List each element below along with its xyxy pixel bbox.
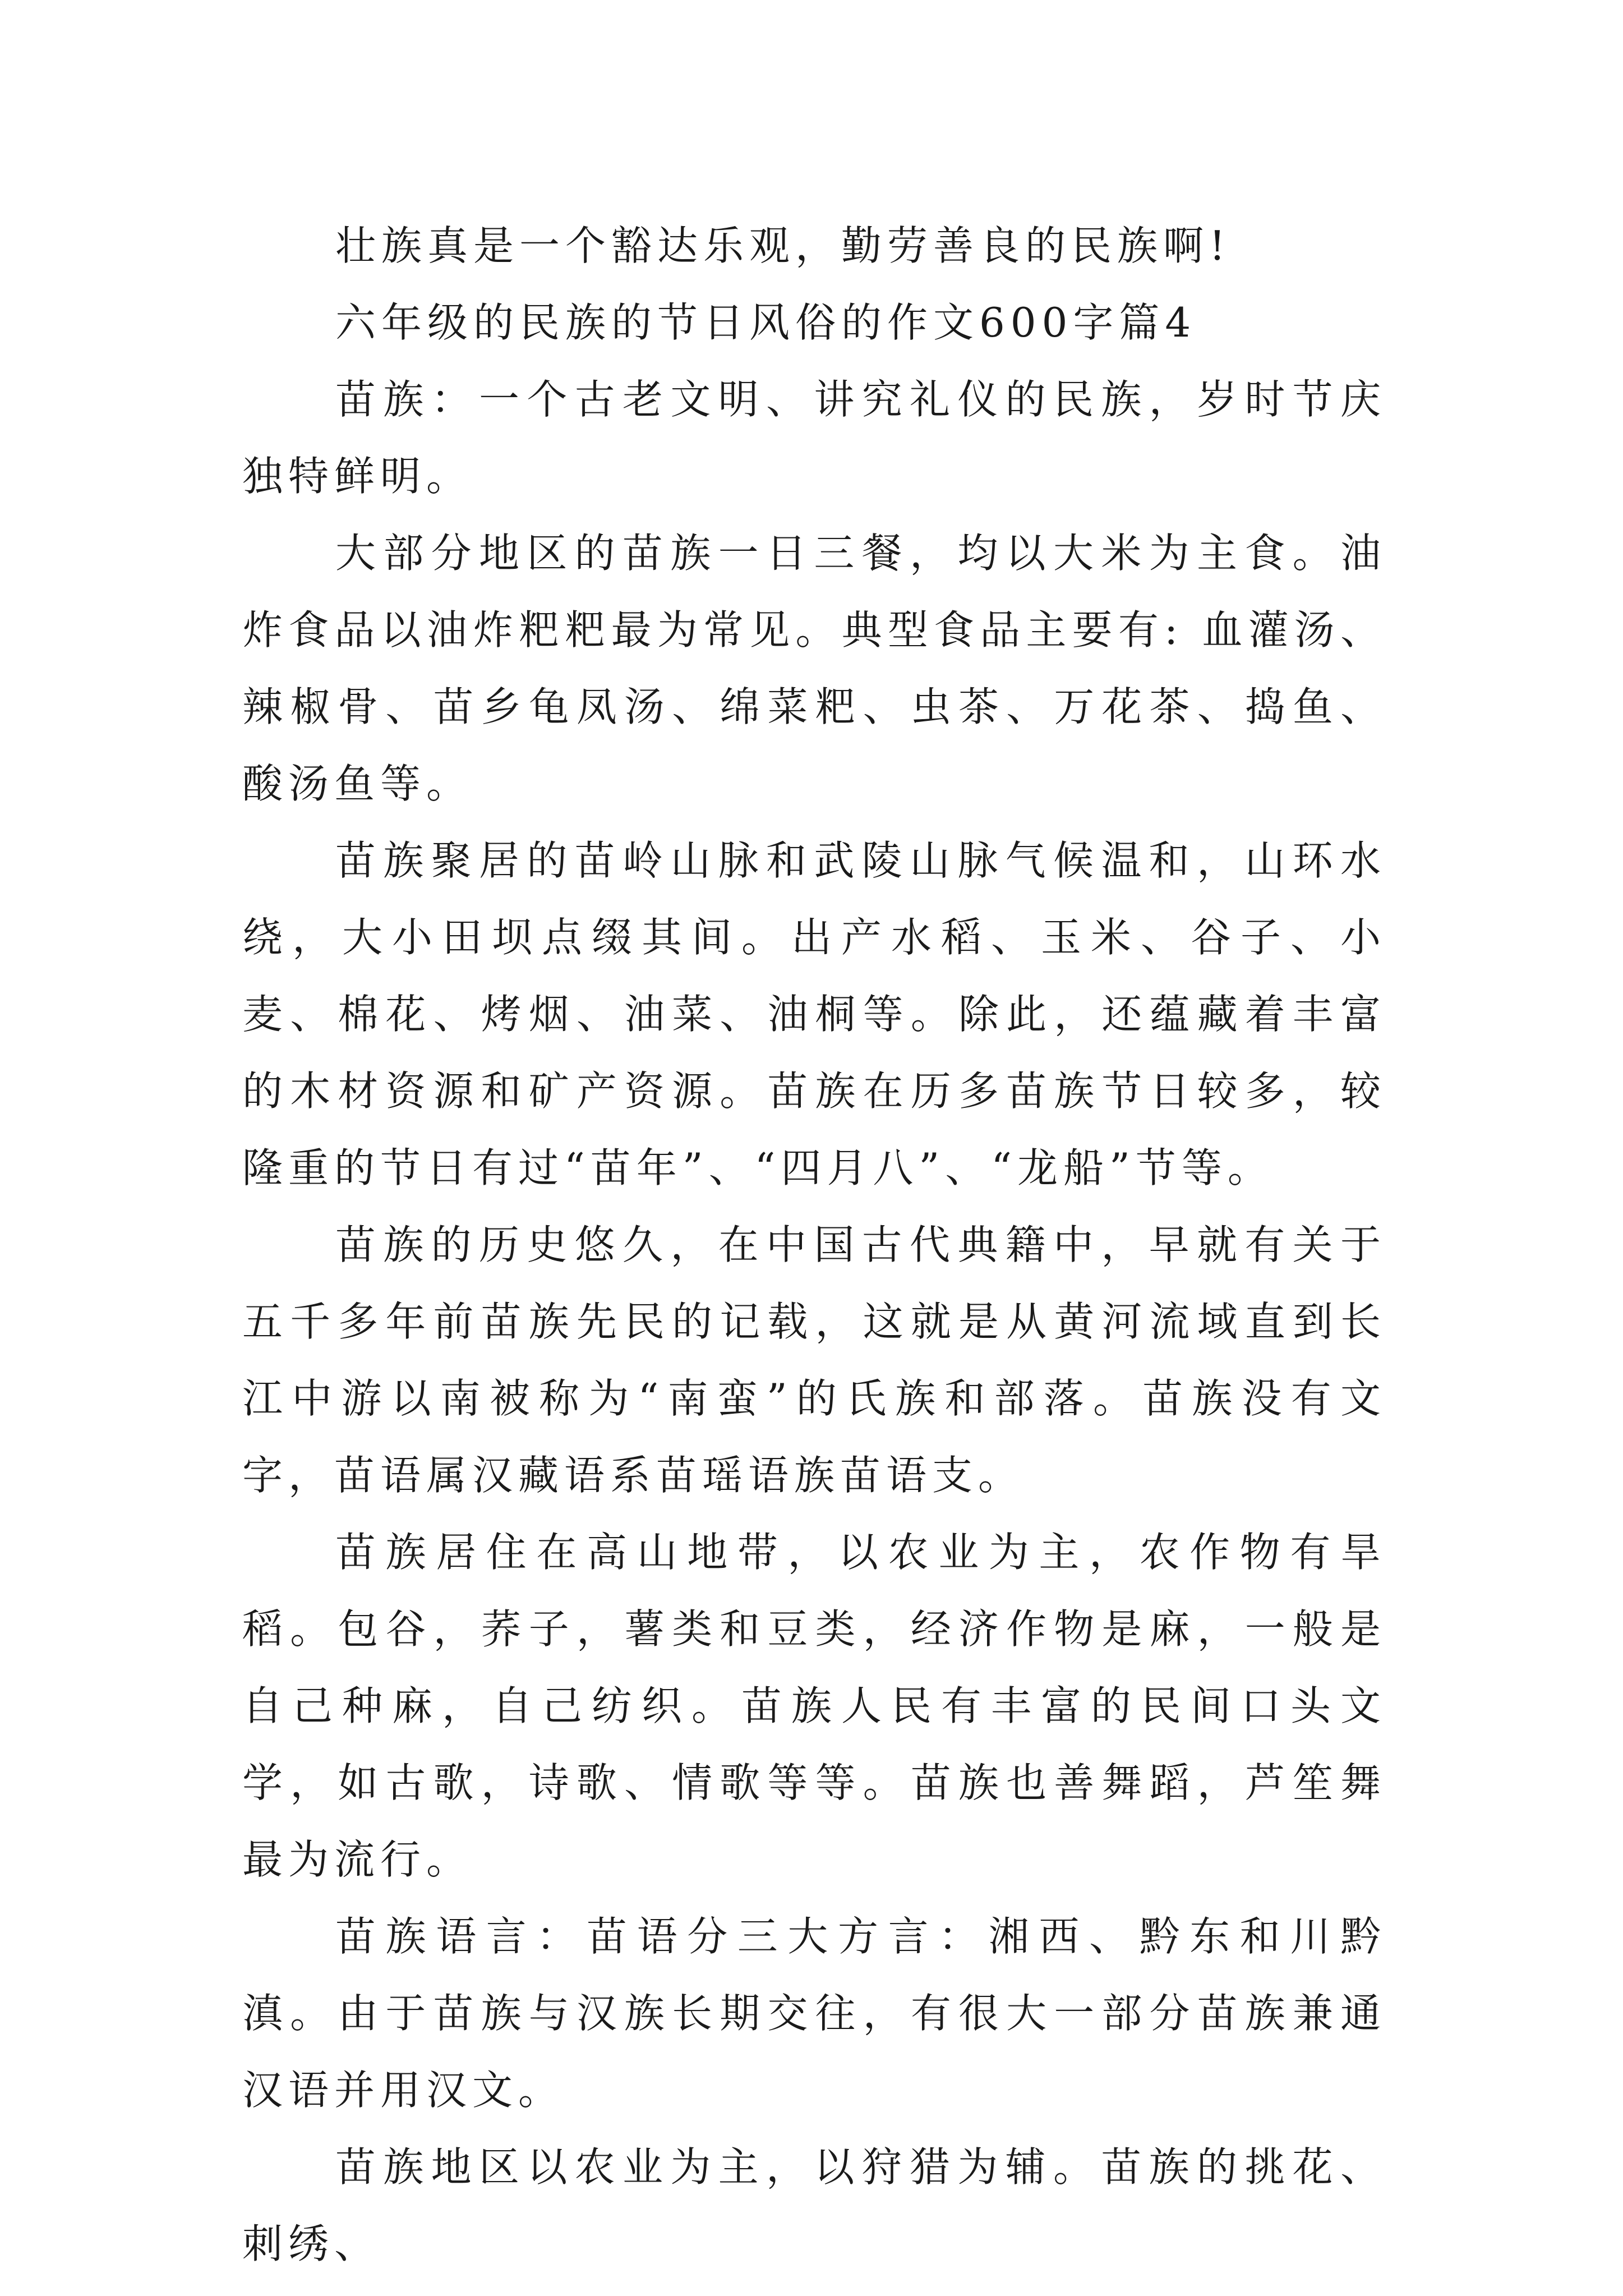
paragraph-4: 大部分地区的苗族一日三餐，均以大米为主食。油炸食品以油炸粑粑最为常见。典型食品主要有: 血灌汤、辣椒骨、苗乡龟凤汤、绵菜粑、虫茶、万花茶、捣鱼、酸汤鱼等。 [242,530,1386,807]
paragraph-3: 苗族：一个古老文明、讲究礼仪的民族，岁时节庆独特鲜明。 [242,376,1386,500]
paragraph-2-section-heading: 六年级的民族的节日风俗的作文600字篇4 [335,299,1197,346]
document-body [242,208,1386,2283]
paragraph-9: 苗族地区以农业为主，以狩猎为辅。苗族的挑花、刺绣、 [242,2143,1386,2267]
paragraph-6: 苗族的历史悠久，在中国古代典籍中，早就有关于五千多年前苗族先民的记载，这就是从黄河流域直到长江中游以南被称为“南蛮”的氏族和部落。苗族没有文字，苗语属汉藏语系苗瑶语族苗语支。 [242,1221,1386,1499]
paragraph-7: 苗族居住在高山地带，以农业为主，农作物有旱稻。包谷，荞子，薯类和豆类，经济作物是麻，一般是自己种麻，自己纺织。苗族人民有丰富的民间口头文学，如古歌，诗歌、情歌等等。苗族也善舞蹈，芦笙舞最为流行。 [242,1529,1386,1883]
paragraph-5: 苗族聚居的苗岭山脉和武陵山脉气候温和，山环水绕，大小田坝点缀其间。出产水稻、玉米、谷子、小麦、棉花、烤烟、油菜、油桐等。除此，还蕴藏着丰富的木材资源和矿产资源。苗族在历多苗族节日较多，较隆重的节日有过“苗年”、“四月八”、“龙船”节等。 [242,837,1386,1191]
paragraph-8: 苗族语言：苗语分三大方言：湘西、黔东和川黔滇。由于苗族与汉族长期交往，有很大一部分苗族兼通汉语并用汉文。 [242,1913,1386,2114]
paragraph-1: 壮族真是一个豁达乐观，勤劳善良的民族啊! [335,222,1231,269]
